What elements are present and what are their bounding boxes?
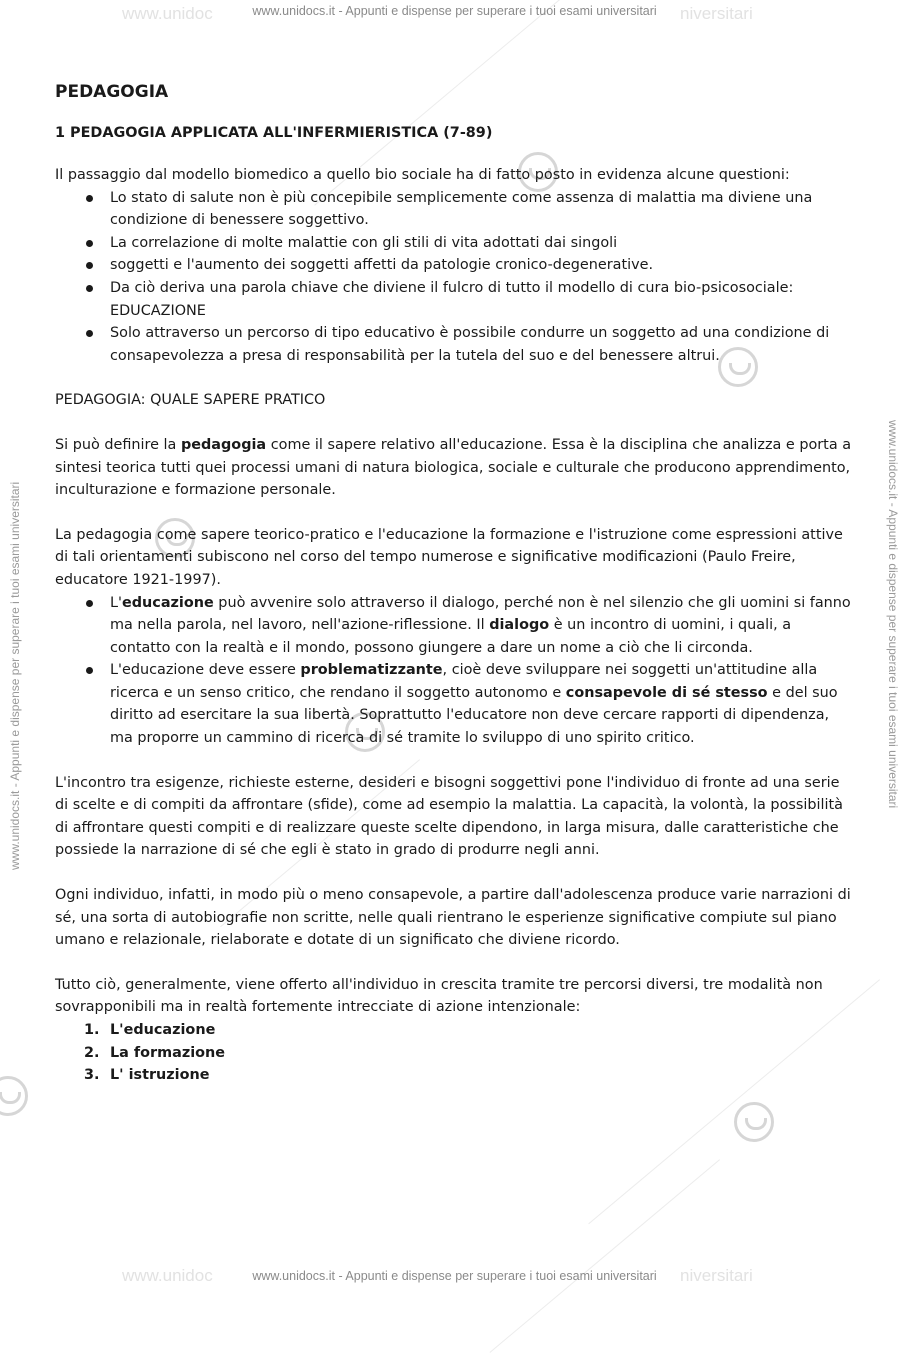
paragraph: L'incontro tra esigenze, richieste esterne, desideri e bisogni soggettivi pone l'individuo di fronte ad una serie di scelte e di compiti da affrontare (sfide), come ad esempio la malattia. La capacità, la volontà, la possibilità di affrontare questi compiti e di realizzare queste scelte dipendono, in larga misura, dalle caratteristiche che possiede la narrazione di sé che egli è stato in grado di produrre negli anni.: [55, 774, 843, 859]
text-run: è un incontro di uomini, i quali, a contatto con la realtà e il mondo, possono giungere a dare un nome a ciò che li circonda.: [110, 617, 792, 656]
list-item: Lo stato di salute non è più concepibile semplicemente come assenza di malattia ma diviene una condizione di benessere soggettivo.: [55, 187, 855, 232]
watermark-ghost-text: niversitari: [680, 1266, 753, 1285]
theory-paragraph: La pedagogia come sapere teorico-pratico e l'educazione la formazione e l'istruzione come espressioni attive di tali orientamenti subiscono nel corso del tempo numerose e significative modificazioni (Paulo Freire, educatore 1921-1997).: [55, 526, 843, 588]
list-item: Solo attraverso un percorso di tipo educativo è possibile condurre un soggetto ad una condizione di consapevolezza a presa di responsabilità per la tutela del suo e del benessere altrui.: [55, 322, 855, 367]
bold-term: educazione: [121, 594, 214, 611]
definition-paragraph: [55, 434, 855, 502]
watermark-line: [490, 1159, 720, 1353]
list-number: 1.: [84, 1022, 100, 1038]
document-body: [55, 80, 855, 1087]
list-item-label: L' istruzione: [110, 1067, 210, 1084]
watermark-ghost-text: niversitari: [680, 4, 753, 23]
list-item-label: L'educazione: [110, 1022, 216, 1038]
watermark-footer: www.unidocs.it - Appunti e dispense per superare i tuoi esami universitari: [252, 1269, 657, 1283]
text-run: e del suo diritto ad esercitare la sua libertà. Soprattutto l'educatore non deve cercare rapporti di dipendenza, ma proporre un cammino di ricerca di sé tramite lo sviluppo di uno spirito critico.: [110, 684, 838, 747]
unidocs-logo-icon: [734, 1102, 774, 1142]
unidocs-logo-icon: [0, 1076, 28, 1116]
bold-term: consapevole di sé stesso: [565, 684, 768, 701]
bullet-list-education: [55, 592, 855, 750]
list-item: [55, 1064, 855, 1087]
bold-term: dialogo: [489, 617, 550, 634]
text-run: , cioè deve sviluppare nei soggetti un'attitudine alla ricerca e un senso critico, che rendano il soggetto autonomo e: [110, 662, 818, 701]
list-number: 2.: [84, 1044, 100, 1061]
list-item: [55, 1019, 855, 1042]
bold-term: pedagogia: [180, 436, 267, 453]
paragraph: Tutto ciò, generalmente, viene offerto all'individuo in crescita tramite tre percorsi diversi, tre modalità non sovrapponibili ma in realtà fortemente intrecciate di azione intenzionale:: [55, 976, 823, 1016]
list-item-label: La formazione: [110, 1044, 226, 1061]
section-heading: PEDAGOGIA: QUALE SAPERE PRATICO: [55, 392, 326, 409]
list-item: La correlazione di molte malattie con gli stili di vita adottati dai singoli: [55, 232, 855, 255]
text-run: può avvenire solo attraverso il dialogo, perché non è nel silenzio che gli uomini si fanno ma nella parola, nel lavoro, nell'azione-riflessione. Il: [110, 594, 851, 634]
watermark-ghost-text: www.unidoc: [122, 1266, 213, 1285]
intro-paragraph: Il passaggio dal modello biomedico a quello bio sociale ha di fatto posto in evidenza alcune questioni:: [55, 167, 790, 183]
watermark-ghost-text: www.unidoc: [122, 4, 213, 23]
list-item: [55, 659, 855, 749]
list-item: [55, 592, 855, 660]
numbered-list: [55, 1019, 855, 1087]
watermark-side-right: www.unidocs.it - Appunti e dispense per superare i tuoi esami universitari: [886, 420, 900, 809]
bold-term: problematizzante: [300, 662, 443, 679]
list-item: Da ciò deriva una parola chiave che diviene il fulcro di tutto il modello di cura bio-psicosociale: EDUCAZIONE: [55, 277, 855, 322]
text-run: L': [110, 594, 122, 611]
paragraph: Ogni individuo, infatti, in modo più o meno consapevole, a partire dall'adolescenza produce varie narrazioni di sé, una sorta di autobiografie non scritte, nelle quali rientrano le esperienze significative compiute sul piano umano e relazionale, rielaborate e dotate di un significato che diviene ricordo.: [55, 887, 851, 949]
text-run: Si può definire la: [55, 436, 181, 453]
list-item: [55, 1042, 855, 1065]
watermark-header: www.unidocs.it - Appunti e dispense per superare i tuoi esami universitari: [252, 4, 657, 18]
list-item: soggetti e l'aumento dei soggetti affetti da patologie cronico-degenerative.: [55, 254, 855, 277]
watermark-side-left: www.unidocs.it - Appunti e dispense per superare i tuoi esami universitari: [8, 481, 22, 870]
bullet-list-questions: [55, 187, 855, 368]
list-number: 3.: [84, 1067, 100, 1084]
text-run: L'educazione deve essere: [110, 662, 301, 679]
section-subtitle: 1 PEDAGOGIA APPLICATA ALL'INFERMIERISTICA (7-89): [55, 125, 493, 141]
text-run: come il sapere relativo all'educazione. Essa è la disciplina che analizza e porta a sintesi teorica tutti quei processi umani di natura biologica, sociale e culturale che producono apprendimento, inculturazione e formazione personale.: [55, 436, 852, 499]
document-title: PEDAGOGIA: [55, 82, 169, 102]
